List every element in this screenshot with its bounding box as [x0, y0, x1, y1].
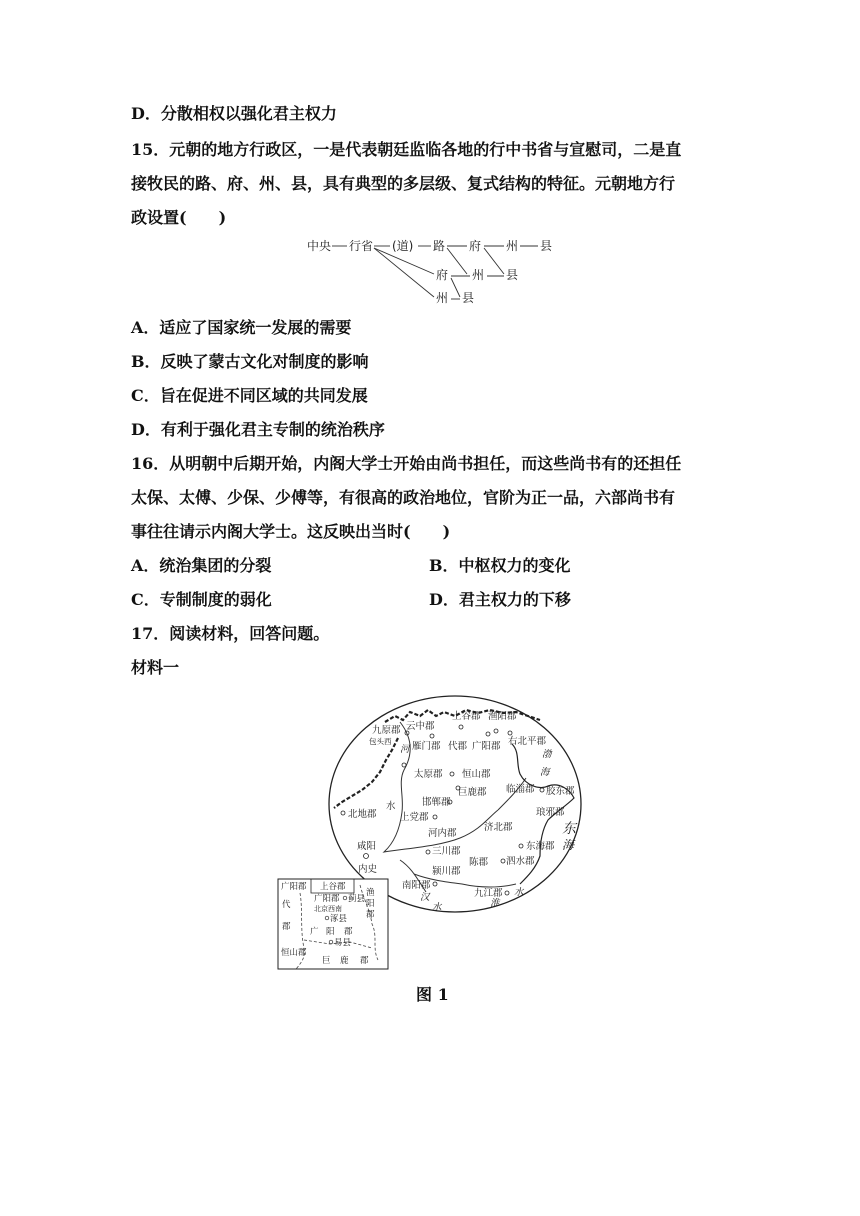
diagram-xian-2: 县	[506, 268, 519, 282]
inset-label-guangyang2: 广阳郡	[314, 894, 340, 904]
q16-option-d: D．君主权力的下移	[429, 590, 571, 609]
label-nanyang: 南阳郡	[402, 880, 431, 891]
label-jiuyuan: 九原郡	[372, 725, 401, 736]
inset-label-yu: 渔	[366, 888, 375, 898]
inset-label-yixian: 易县	[334, 938, 352, 948]
label-julu: 巨鹿郡	[458, 787, 487, 798]
label-yunzhong: 云中郡	[406, 721, 435, 732]
label-yingchuan: 颍川郡	[432, 866, 461, 877]
inset-label-guangyang: 广阳郡	[281, 882, 307, 892]
diagram-zhou-1: 州	[506, 239, 519, 253]
inset-label-jun2: 郡	[282, 922, 291, 932]
label-sishui: 泗水郡	[506, 856, 535, 867]
inset-label-dai: 代	[282, 900, 291, 910]
label-chen: 陈郡	[469, 857, 489, 868]
label-han: 汉	[420, 892, 430, 903]
inset-label-jun3: 郡	[344, 927, 353, 937]
q16-option-c: C．专制制度的弱化	[131, 590, 272, 609]
label-yuyang: 渔阳郡	[488, 711, 517, 722]
label-linzi: 临淄郡	[506, 784, 535, 795]
inset-label-lu: 鹿	[340, 956, 349, 966]
q17-material-1-label: 材料一	[131, 658, 180, 677]
diagram-lu: 路	[433, 239, 446, 253]
inset-label-beijing: 北京西南	[314, 905, 342, 913]
inset-label-ju: 巨	[322, 956, 331, 966]
label-shangdang: 上党郡	[400, 812, 429, 823]
label-sanchuan: 三川郡	[432, 846, 461, 857]
inset-label-hengshan: 恒山郡	[281, 948, 307, 958]
q17-stem: 17．阅读材料，回答问题。	[131, 624, 330, 643]
figure-caption: 图 1	[416, 985, 449, 1004]
inset-label-jixian: 蓟县	[348, 894, 366, 904]
q16-option-a: A．统治集团的分裂	[131, 556, 272, 575]
q16-stem-line1: 16．从明朝中后期开始，内阁大学士开始由尚书担任，而这些尚书有的还担任	[131, 454, 682, 473]
inset-label-zhuoxian: 涿县	[330, 914, 348, 924]
label-shui: 水	[386, 801, 396, 812]
label-taiyuan: 太原郡	[414, 769, 443, 780]
label-dong: 东	[562, 821, 576, 837]
label-hengshan: 恒山郡	[462, 769, 491, 780]
label-jibei: 济北郡	[484, 822, 513, 833]
label-baotou: 包头西	[369, 737, 392, 746]
q15-stem-line3: 政设置( )	[131, 208, 227, 227]
label-youbeiping: 右北平郡	[508, 736, 547, 747]
inset-label-shanggu: 上谷郡	[320, 882, 346, 892]
label-jiaodong: 胶东郡	[546, 786, 575, 797]
label-shui-huai: 水	[514, 887, 524, 898]
diagram-xingsheng: 行省	[349, 239, 374, 253]
label-shui-han: 水	[432, 902, 442, 913]
q15-option-c: C．旨在促进不同区域的共同发展	[131, 386, 368, 405]
label-guangyang: 广阳郡	[472, 741, 501, 752]
q15-option-b: B．反映了蒙古文化对制度的影响	[131, 352, 369, 371]
q14-option-d: D．分散相权以强化君主权力	[131, 104, 337, 123]
diagram-zhongyang: 中央	[307, 239, 332, 253]
q16-option-b: B．中枢权力的变化	[429, 556, 571, 575]
q15-stem-line1: 15．元朝的地方行政区，一是代表朝廷监临各地的行中书省与宣慰司，二是直	[131, 140, 682, 159]
q16-stem-line3: 事往往请示内阁大学士。这反映出当时( )	[131, 522, 451, 541]
label-xianyang: 咸阳	[357, 841, 377, 852]
label-handan: 邯郸郡	[422, 797, 451, 808]
label-beidi: 北地郡	[348, 809, 377, 820]
inset-label-yang: 阳	[366, 899, 375, 909]
diagram-dao: (道)	[392, 239, 414, 253]
diagram-fu-1: 府	[469, 239, 482, 253]
q15-option-a: A．适应了国家统一发展的需要	[131, 318, 352, 337]
q15-option-d: D．有利于强化君主专制的统治秩序	[131, 420, 385, 439]
label-bo: 渤	[542, 749, 552, 760]
inset-label-jun: 郡	[366, 910, 375, 920]
label-dong-hai: 海	[562, 838, 575, 852]
label-donghai: 东海郡	[526, 841, 555, 852]
inset-label-yang2: 阳	[326, 927, 335, 937]
label-yanmen: 雁门郡	[412, 741, 441, 752]
label-hanei: 河内郡	[428, 828, 457, 839]
inset-label-guang: 广	[310, 927, 319, 937]
label-dai: 代郡	[448, 741, 468, 752]
label-langya: 琅邪郡	[536, 807, 565, 818]
diagram-zhou-2: 州	[472, 268, 485, 282]
diagram-xian-3: 县	[462, 291, 475, 305]
diagram-fu-2: 府	[436, 268, 449, 282]
inset-label-jun4: 郡	[360, 956, 369, 966]
label-huai: 淮	[490, 898, 500, 909]
diagram-xian-1: 县	[540, 239, 553, 253]
label-hai: 海	[540, 767, 550, 778]
diagram-zhou-3: 州	[436, 291, 449, 305]
label-neishi: 内史	[358, 864, 378, 875]
label-he: 河	[400, 744, 410, 755]
label-shanggu: 上谷郡	[452, 711, 481, 722]
label-jiujiang: 九江郡	[474, 888, 503, 899]
q16-stem-line2: 太保、太傅、少保、少傅等，有很高的政治地位，官阶为正一品，六部尚书有	[131, 488, 676, 507]
q15-stem-line2: 接牧民的路、府、州、县，具有典型的多层级、复式结构的特征。元朝地方行	[131, 174, 676, 193]
